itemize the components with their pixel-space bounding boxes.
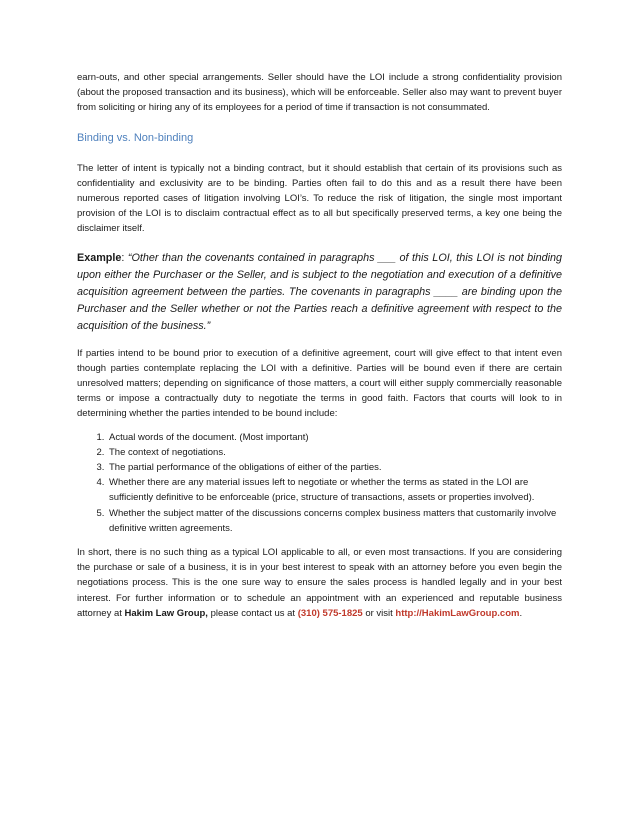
paragraph-confidentiality: earn-outs, and other special arrangements. Seller should have the LOI include a strong confidentiality provision (about the proposed transaction and its business), which will be enforceable. Seller also may want to prevent buyer from soliciting or hiring any of its employees for a period of time if transaction is not consummated. — [77, 72, 562, 114]
factors-list — [77, 430, 562, 536]
section-heading: Binding vs. Non-binding — [77, 131, 194, 144]
list-item: 4. Whether there are any material issues left to negotiate or whether the terms as stated in the LOI are sufficiently definitive to be enforceable (price, structure of transactions, assets or properties involved). — [107, 475, 562, 505]
period: . — [519, 607, 523, 619]
or-visit-text: or visit — [362, 607, 396, 619]
paragraph-intent: If parties intend to be bound prior to execution of a definitive agreement, court will give effect to that intent even though parties contemplate replacing the LOI with a definitive. Parties will be bound even if there are certain unresolved matters; depending on significance of those matters, a court will either supply commercially reasonable terms or impose a contractually duty to negotiate the terms in good faith. Factors that courts will look to in determining whether the parties intended to be bound include: — [77, 347, 562, 420]
contact-prompt: please contact us at — [207, 607, 298, 619]
example-text: “Other than the covenants contained in paragraphs ___ of this LOI, this LOI is not binding upon either the Purchaser or the Seller, and is subject to the negotiation and execution of a definitive acquisition agreement between the parties. The covenants in paragraphs ____ are binding upon the Purchaser and the Seller whether or not the Parties reach a definitive agreement with respect to the acquisition of the business.” — [77, 251, 562, 332]
website-link[interactable]: http://HakimLawGroup.com — [395, 607, 520, 619]
list-item: 1. Actual words of the document. (Most important) — [107, 430, 562, 445]
list-item: 3. The partial performance of the obligations of either of the parties. — [107, 460, 562, 475]
phone-number[interactable]: (310) 575-1825 — [297, 607, 363, 619]
example-label: Example — [77, 251, 122, 264]
paragraph-binding: The letter of intent is typically not a binding contract, but it should establish that certain of its provisions such as confidentiality and exclusivity are to be binding. Parties often fail to do this and as a result there have been numerous reported cases of litigation involving LOI’s. To reduce the risk of litigation, the single most important provision of the LOI is to disclaim contractual effect as to all but specifically preserved terms, a key one being the disclaimer itself. — [77, 162, 562, 235]
example-clause — [77, 250, 562, 335]
example-colon: : — [121, 251, 125, 264]
document-page — [77, 70, 562, 621]
list-item: 5. Whether the subject matter of the discussions concerns complex business matters that customarily involve definitive written agreements. — [107, 506, 562, 536]
firm-name: Hakim Law Group, — [124, 607, 208, 619]
paragraph-conclusion — [77, 545, 562, 621]
list-item: 2. The context of negotiations. — [107, 445, 562, 460]
conclusion-text: In short, there is no such thing as a typical LOI applicable to all, or even most transactions. If you are considering the purchase or sale of a business, it is in your best interest to speak with an attorney before you even begin the negotiations process. This is the one sure way to ensure the sales process is handled legally and in your best interest. For further information or to schedule an appointment with an experienced and reputable business attorney at — [77, 547, 562, 619]
